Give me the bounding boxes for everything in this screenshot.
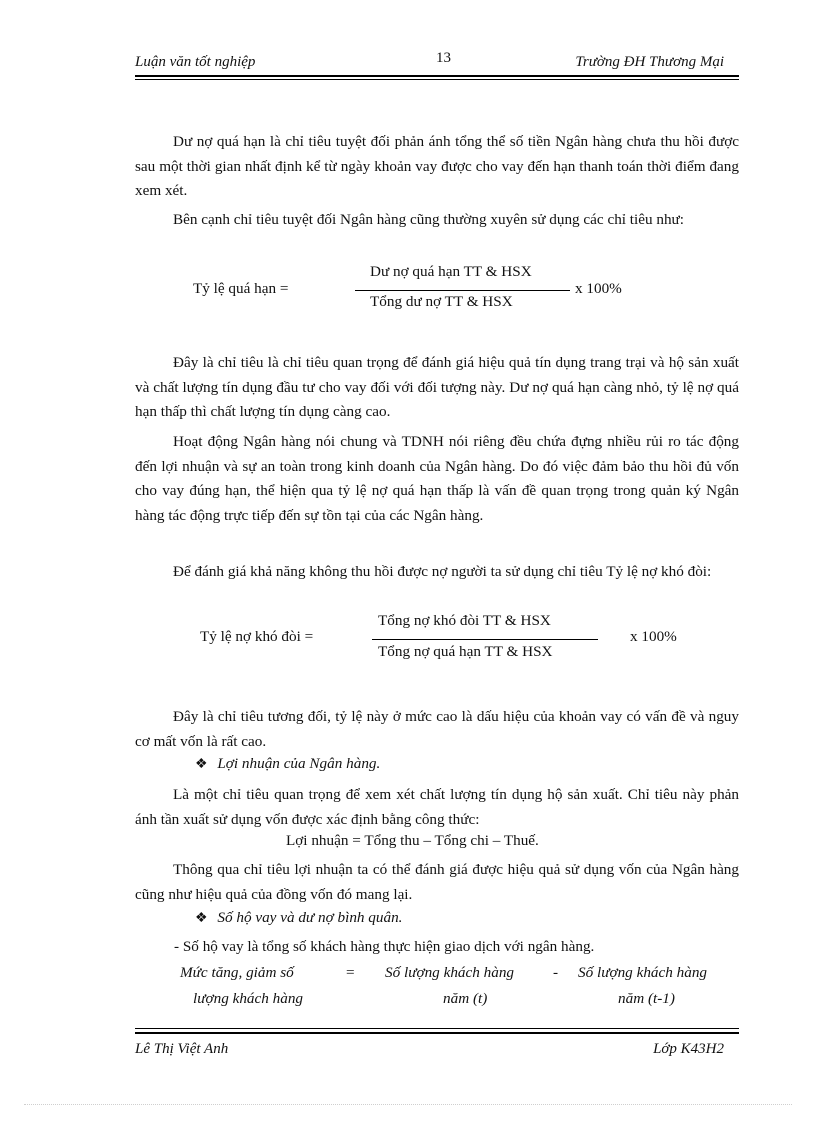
formula4-col1-line2: lượng khách hàng [193,990,304,1007]
page-number: 13 [436,50,451,66]
paragraph-5: Để đánh giá khả năng không thu hồi được nợ người ta sử dụng chỉ tiêu Tỷ lệ nợ khó đòi: [173,563,712,580]
formula1-lhs: Tỷ lệ quá hạn = [193,280,289,297]
bullet-2-text: Số hộ vay và dư nợ bình quân. [217,909,403,926]
paragraph-1: Dư nợ quá hạn là chỉ tiêu tuyệt đối phản ánh tổng thể số tiền Ngân hàng chưa thu hồi được sau một thời gian nhất định kể từ ngày khoản vay được cho vay đến hạn thanh toán thời điểm đang xem xét. [135,133,739,199]
footer-left: Lê Thị Việt Anh [135,1041,229,1057]
formula4-equals: = [346,964,355,981]
formula4-col3-line2: năm (t-1) [618,990,675,1007]
bullet-2 [195,909,402,927]
diamond-bullet-icon: ❖ [195,757,208,772]
formula1-numerator: Dư nợ quá hạn TT & HSX [370,263,532,280]
paragraph-6: Đây là chỉ tiêu tương đối, tỷ lệ này ở mức cao là dấu hiệu của khoản vay có vấn đề và nguy cơ mất vốn là rất cao. [135,708,739,750]
footer-rule-top [135,1028,739,1029]
header-left: Luận văn tốt nghiệp [135,54,256,70]
formula4-col2-line2: năm (t) [443,990,488,1007]
footer-right: Lớp K43H2 [653,1041,724,1057]
bullet-1 [195,755,380,773]
paragraph-8: Thông qua chỉ tiêu lợi nhuận ta có thể đánh giá được hiệu quả sử dụng vốn của Ngân hàng cũng như hiệu quả của đồng vốn đó mang lại. [135,861,739,903]
formula4-minus: - [553,964,559,981]
formula1-multiplier: x 100% [575,280,622,297]
formula4-col1-line1: Mức tăng, giảm số [180,964,294,981]
formula1-denominator: Tổng dư nợ TT & HSX [370,293,513,310]
formula2-lhs: Tỷ lệ nợ khó đòi = [200,628,314,645]
header-right: Trường ĐH Thương Mại [575,54,724,70]
formula2-numerator: Tổng nợ khó đòi TT & HSX [378,612,551,629]
formula2-multiplier: x 100% [630,628,677,645]
page-bottom-dotted-border [24,1104,792,1105]
header-rule-top [135,75,739,77]
profit-formula: Lợi nhuận = Tổng thu – Tổng chi – Thuế. [286,832,539,849]
bullet-1-text: Lợi nhuận của Ngân hàng. [217,755,381,772]
formula4-col2-line1: Số lượng khách hàng [385,964,515,981]
paragraph-4: Hoạt động Ngân hàng nói chung và TDNH nói riêng đều chứa đựng nhiều rủi ro tác động đến lợi nhuận và sự an toàn trong kinh doanh của Ngân hàng. Do đó việc đảm bảo thu hồi đủ vốn cho vay đúng hạn, thể hiện qua tỷ lệ nợ quá hạn thấp là vấn đề quan trọng trong quản ký Ngân hàng tác động trực tiếp đến sự tồn tại của các Ngân hàng. [135,433,739,524]
formula1-bar [355,290,570,291]
footer-rule-bottom [135,1032,739,1034]
formula2-bar [372,639,598,640]
paragraph-7: Là một chỉ tiêu quan trọng để xem xét chất lượng tín dụng hộ sản xuất. Chỉ tiêu này phản ánh tần xuất sử dụng vốn được xác định bằng công thức: [135,786,739,828]
header-rule-bottom [135,79,739,80]
paragraph-2: Bên cạnh chỉ tiêu tuyệt đối Ngân hàng cũng thường xuyên sử dụng các chỉ tiêu như: [173,211,685,228]
paragraph-9: - Số hộ vay là tổng số khách hàng thực hiện giao dịch với ngân hàng. [174,938,595,955]
formula4-col3-line1: Số lượng khách hàng [578,964,708,981]
diamond-bullet-icon: ❖ [195,911,208,926]
paragraph-3: Đây là chỉ tiêu là chỉ tiêu quan trọng để đánh giá hiệu quả tín dụng trang trại và hộ sản xuất và chất lượng tín dụng đầu tư cho vay đối với đối tượng này. Dư nợ quá hạn càng nhỏ, tỷ lệ nợ quá hạn thấp thì chất lượng tín dụng càng cao. [135,354,739,420]
formula2-denominator: Tổng nợ quá hạn TT & HSX [378,643,553,660]
